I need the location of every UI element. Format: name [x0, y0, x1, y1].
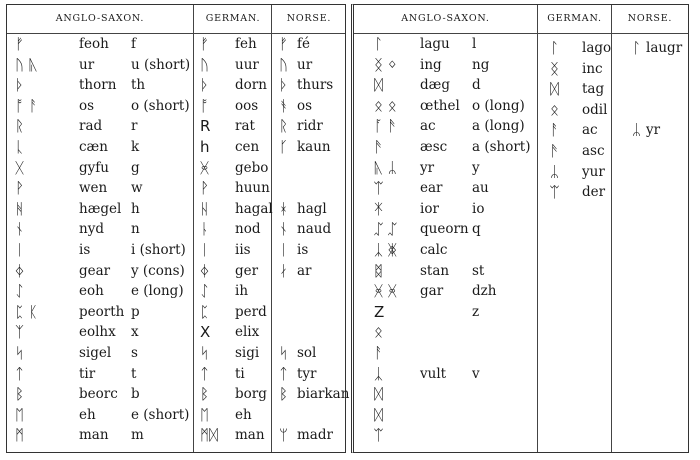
rune-name: tyr — [297, 365, 317, 382]
rune-glyph-icon: ᛠ — [374, 426, 384, 445]
rune-name: gear — [79, 262, 111, 279]
rune-name: man — [79, 427, 109, 444]
sound-value: e (short) — [131, 406, 190, 423]
rune-name: os — [297, 97, 313, 114]
rune-name: madr — [297, 427, 333, 444]
sound-value: l — [472, 36, 477, 52]
rune-glyph-icon: ᛦ — [632, 121, 642, 140]
rune-glyph-icon: ᚾ — [15, 220, 25, 239]
rune-name: ur — [297, 56, 313, 73]
sound-value: u (short) — [131, 56, 191, 73]
rune-name: borg — [235, 386, 267, 403]
rune-name: gebo — [235, 159, 269, 176]
rune-name: dæg — [420, 77, 450, 94]
rune-name: is — [297, 242, 309, 258]
rune-name: lago — [582, 40, 612, 56]
header-norse: NORSE. — [627, 13, 673, 24]
rune-name: huun — [235, 180, 270, 197]
rune-name: eolhx — [79, 324, 116, 341]
rune-name: feh — [235, 36, 257, 52]
header-german: GERMAN. — [205, 13, 261, 24]
rune-name: der — [582, 184, 606, 201]
rune-glyph-icon: ᛥ — [374, 261, 384, 280]
rune-glyph-icon: ᛋ — [279, 344, 289, 362]
rune-name: naud — [297, 221, 332, 238]
sound-value: x — [131, 324, 139, 341]
sound-value: b — [131, 386, 140, 403]
rune-name: laugr — [646, 40, 683, 56]
rune-glyph-icon: ᛒ — [200, 385, 210, 404]
rune-glyph-icon: ᚪ ᚫ — [374, 117, 397, 136]
rune-name: queorn — [420, 221, 469, 238]
rune-glyph-icon: ᚺ — [200, 199, 210, 218]
column-divider — [611, 5, 612, 452]
rune-glyph-icon: ᛟ — [374, 323, 384, 342]
sound-value: o (long) — [472, 97, 525, 114]
rune-name: ridr — [297, 118, 323, 135]
rune-name: æsc — [420, 139, 448, 155]
sound-value: a (short) — [472, 139, 531, 155]
rune-glyph-icon: ᚱ — [279, 117, 289, 136]
rune-glyph-icon: ᛖ — [200, 405, 210, 424]
rune-name: dorn — [235, 77, 267, 94]
rune-name: yur — [582, 163, 605, 180]
rune-glyph-icon: ᚾ — [279, 220, 289, 239]
rune-glyph-icon: ᛋ — [15, 344, 25, 362]
sound-value: d — [472, 77, 481, 94]
rune-name: cæn — [79, 139, 108, 155]
rune-glyph-icon: ᚢ — [279, 55, 289, 74]
rune-glyph-icon: ᚨ — [550, 121, 560, 140]
rune-name: peorth — [79, 303, 125, 320]
rune-name: oos — [235, 97, 259, 114]
rune-name: cen — [235, 139, 260, 155]
rune-name: sigel — [79, 345, 112, 361]
rune-name: gar — [420, 283, 444, 300]
rune-glyph-icon: ᚫ — [374, 138, 384, 156]
rune-name: sol — [297, 345, 317, 361]
sound-value: th — [131, 77, 146, 94]
rune-name: asc — [582, 143, 605, 159]
rune-glyph-icon: ᛈ — [200, 302, 210, 321]
rune-glyph-icon: ᛘ — [279, 426, 289, 445]
rune-glyph-icon: ᛞ — [550, 80, 560, 99]
rune-glyph-icon: ᚠ — [200, 35, 210, 53]
rune-name: iis — [235, 242, 251, 258]
sound-value: n — [131, 221, 140, 238]
sound-value: o (short) — [131, 97, 190, 114]
sound-value: f — [131, 36, 136, 52]
header-rule — [354, 5, 688, 34]
column-divider — [271, 5, 272, 452]
rune-glyph-icon: ᚷ — [15, 158, 25, 177]
rune-glyph-icon: ᛞ — [374, 385, 384, 404]
rune-name: thorn — [79, 77, 117, 94]
rune-name: man — [235, 427, 265, 444]
rune-glyph-icon: ᚹ — [200, 179, 210, 198]
rune-name: ac — [420, 118, 436, 135]
rune-glyph-icon: ᛣ — [374, 364, 384, 383]
rune-glyph-icon: ᛢ ᛢ — [374, 220, 397, 239]
rune-name: stan — [420, 262, 450, 279]
sound-value: st — [472, 262, 485, 279]
rune-name: yr — [420, 159, 435, 176]
rune-glyph-icon: ᛝ ᛜ — [374, 55, 397, 74]
sound-value: h — [131, 200, 140, 217]
rune-glyph-icon: ᚢ ᚣ — [15, 55, 38, 74]
rune-name: is — [79, 242, 91, 258]
rune-glyph-icon: ᛞ — [374, 405, 384, 424]
rune-glyph-icon: R — [200, 117, 211, 136]
rune-glyph-icon: ᚱ — [15, 117, 25, 136]
rune-glyph-icon: ᛣ ᛤ — [374, 241, 397, 259]
rune-glyph-icon: ᚢ — [200, 55, 210, 74]
rune-glyph-icon: ᚦ — [200, 76, 210, 95]
rune-glyph-icon: ᛄ — [200, 261, 210, 280]
rune-glyph-icon: ᚳ — [15, 138, 25, 156]
rune-name: tag — [582, 81, 605, 98]
rune-name: elix — [235, 324, 260, 341]
rune-name: ur — [79, 56, 95, 73]
rune-name: feoh — [79, 36, 109, 52]
rune-name: fé — [297, 36, 310, 52]
rune-glyph-icon: ᚩ — [200, 96, 210, 115]
header-norse: NORSE. — [286, 13, 332, 24]
rune-name: hægel — [79, 200, 122, 217]
rune-name: nyd — [79, 221, 104, 238]
rune-name: rad — [79, 118, 103, 135]
sound-value: io — [472, 200, 485, 217]
rune-name: uur — [235, 56, 259, 73]
rune-name: biarkan — [297, 386, 350, 403]
rune-glyph-icon: ᚬ — [279, 96, 289, 115]
rune-name: sigi — [235, 345, 260, 361]
rune-glyph-icon: ᛦ — [550, 162, 560, 181]
rune-glyph-icon: ᛠ — [374, 179, 384, 198]
rune-glyph-icon: ᚠ — [279, 35, 289, 53]
rune-glyph-icon: ᛠ — [550, 183, 560, 202]
rune-glyph-icon: ᛏ — [15, 364, 25, 383]
rune-glyph-icon: ᚦ — [279, 76, 289, 95]
rune-name: rat — [235, 118, 255, 135]
rune-glyph-icon: ᛚ — [550, 39, 560, 57]
rune-name: ior — [420, 200, 439, 217]
rune-name: eoh — [79, 283, 104, 300]
rune-glyph-icon: ᛋ — [200, 344, 210, 362]
rune-glyph-icon: ᛁ — [279, 241, 289, 259]
rune-name: œthel — [420, 97, 460, 114]
sound-value: ng — [472, 56, 490, 73]
sound-value: k — [131, 139, 140, 155]
rune-glyph-icon: ᛖ — [15, 405, 25, 424]
rune-glyph-icon: ᚩ ᚨ — [15, 96, 38, 115]
rune-glyph-icon: ᚼ — [279, 199, 289, 218]
header-anglo-saxon: ANGLO-SAXON. — [401, 13, 490, 24]
rune-glyph-icon: ᛡ — [374, 199, 384, 218]
rune-glyph-icon: h — [200, 138, 210, 156]
rune-glyph-icon: ᚫ — [550, 142, 560, 160]
rune-glyph-icon: ᛒ — [15, 385, 25, 404]
header-german: GERMAN. — [547, 13, 602, 24]
rune-glyph-icon: ᚻ — [15, 199, 25, 218]
rune-name: vult — [420, 365, 447, 382]
rune-name: kaun — [297, 139, 331, 155]
left-rune-table — [6, 4, 350, 453]
sound-value: g — [131, 159, 140, 176]
rune-glyph-icon: ᚣ ᛦ — [374, 158, 397, 177]
right-rune-table — [351, 4, 689, 453]
sound-value: p — [131, 303, 140, 320]
column-divider — [537, 5, 538, 452]
rune-glyph-icon: ᛞ — [374, 76, 384, 95]
rune-glyph-icon: ᛈ ᛕ — [15, 302, 38, 321]
rune-glyph-icon: ᛇ — [200, 282, 210, 301]
rune-name: yr — [646, 122, 661, 139]
rune-glyph-icon: ᛅ — [279, 261, 289, 280]
rune-glyph-icon: ᚠ — [15, 35, 25, 53]
rune-name: inc — [582, 60, 603, 77]
sound-value: y — [472, 159, 480, 176]
sound-value: y (cons) — [131, 262, 185, 279]
sound-value: s — [131, 345, 138, 361]
rune-glyph-icon: ᛚ — [632, 39, 642, 57]
sound-value: t — [131, 365, 137, 382]
rune-name: eh — [79, 406, 96, 423]
rune-name: perd — [235, 303, 267, 320]
header-anglo-saxon: ANGLO-SAXON. — [55, 13, 145, 24]
rune-glyph-icon: ᛏ — [200, 364, 210, 383]
rune-glyph-icon: ᛗᛞ — [200, 426, 219, 445]
rune-glyph-icon: ᛗ — [15, 426, 25, 445]
sound-value: a (long) — [472, 118, 525, 135]
rune-name: hagl — [297, 200, 327, 217]
rune-name: wen — [79, 180, 108, 197]
rune-glyph-icon: ᛚ — [374, 35, 384, 53]
sound-value: z — [472, 303, 480, 320]
rune-glyph-icon: ᚿ — [200, 220, 210, 239]
sound-value: w — [131, 180, 143, 197]
rune-glyph-icon: ᚦ — [15, 76, 25, 95]
rune-name: gyfu — [79, 159, 109, 176]
rune-name: ti — [235, 365, 245, 382]
rune-name: ih — [235, 283, 249, 300]
rune-glyph-icon: ᚴ — [279, 138, 289, 156]
rune-glyph-icon: X — [200, 323, 211, 342]
rune-glyph-icon: ᛁ — [200, 241, 210, 259]
rune-name: ar — [297, 262, 312, 279]
rune-name: calc — [420, 242, 448, 258]
rune-name: tir — [79, 365, 96, 382]
rune-name: ger — [235, 262, 259, 279]
sound-value: i (short) — [131, 242, 186, 258]
header-rule — [7, 5, 345, 34]
sound-value: q — [472, 221, 481, 238]
rune-glyph-icon: ᛏ — [279, 364, 289, 383]
rune-name: thurs — [297, 77, 334, 94]
column-divider — [193, 5, 194, 452]
rune-name: eh — [235, 406, 252, 423]
rune-glyph-icon: ᚹ — [15, 179, 25, 198]
rune-glyph-icon: ᛉ — [15, 323, 25, 342]
rune-glyph-icon: ᛁ — [15, 241, 25, 259]
rune-name: os — [79, 97, 95, 114]
sound-value: r — [131, 118, 138, 135]
rune-glyph-icon: ᛒ — [279, 385, 289, 404]
sound-value: e (long) — [131, 283, 184, 300]
rune-name: lagu — [420, 36, 450, 52]
rune-glyph-icon: ᛄ — [15, 261, 25, 280]
rune-name: ing — [420, 56, 442, 73]
rune-glyph-icon: ᚸ ᚸ — [374, 282, 397, 301]
rune-glyph-icon: ᚸ — [200, 158, 210, 177]
rune-name: beorc — [79, 386, 118, 403]
rune-name: nod — [235, 221, 261, 238]
rune-name: ear — [420, 180, 443, 197]
rune-glyph-icon: ᚨ — [374, 344, 384, 362]
rune-name: hagal — [235, 200, 273, 217]
rune-name: ac — [582, 122, 598, 139]
rune-glyph-icon: ᛇ — [15, 282, 25, 301]
rune-name: odil — [582, 101, 608, 118]
rune-glyph-icon: Z — [374, 302, 385, 321]
rune-glyph-icon: ᛝ — [550, 59, 560, 78]
rune-glyph-icon: ᛟ — [550, 100, 560, 119]
sound-value: v — [472, 365, 480, 382]
sound-value: m — [131, 427, 144, 444]
rune-glyph-icon: ᛟ ᛟ — [374, 96, 397, 115]
sound-value: au — [472, 180, 489, 197]
sound-value: dzh — [472, 283, 497, 300]
